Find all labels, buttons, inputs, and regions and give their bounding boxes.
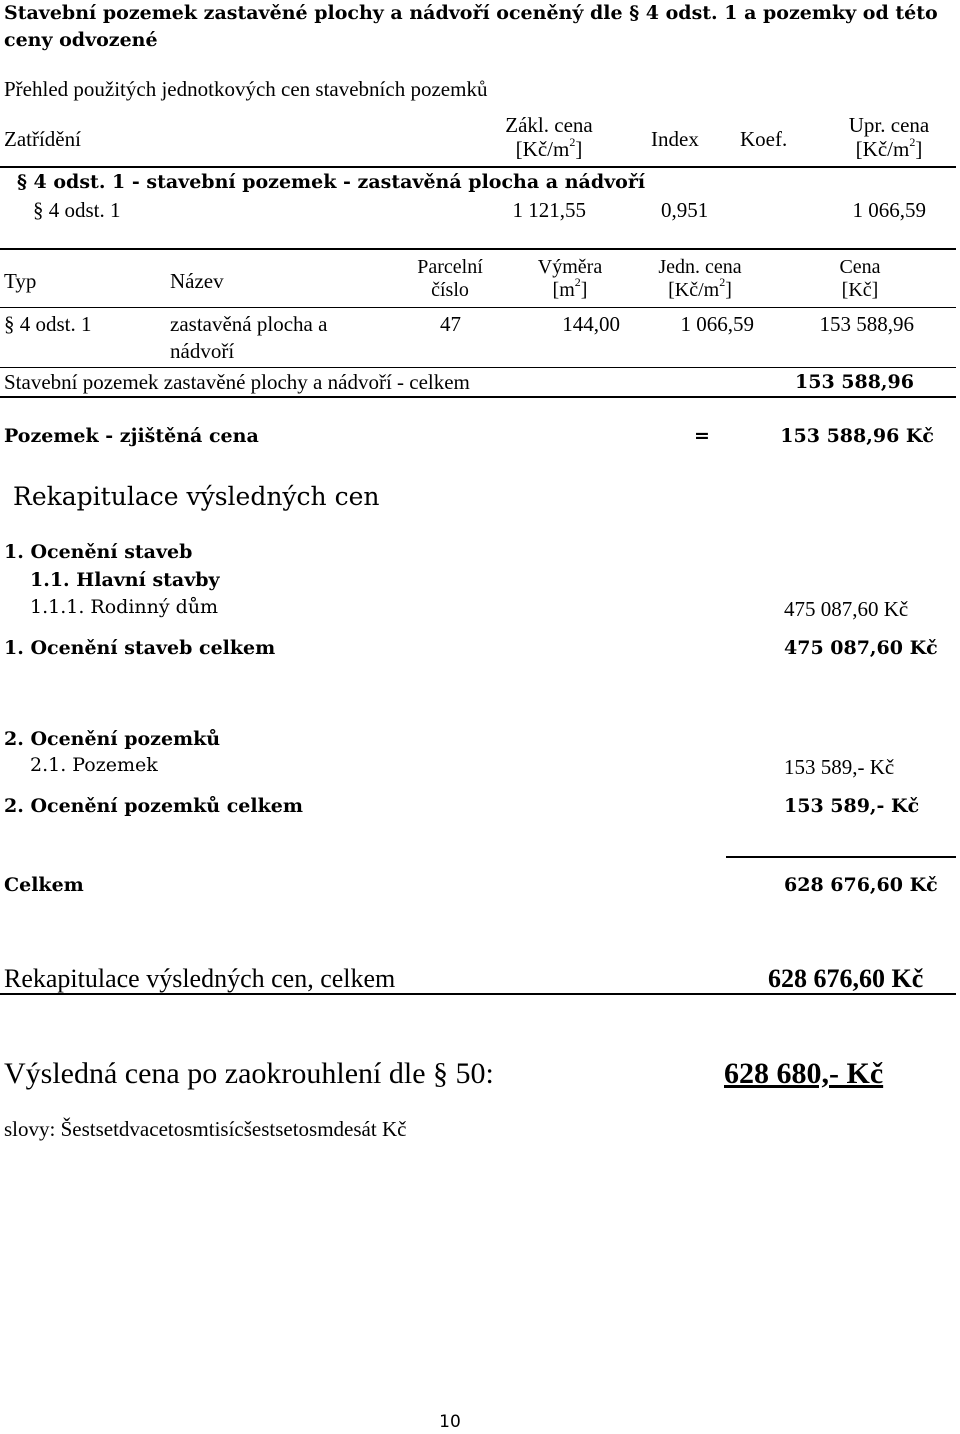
- lands-total-value: 153 589,- Kč: [784, 795, 920, 817]
- parcel-row-name-2: nádvoří: [170, 339, 235, 363]
- parcel-row-name-1: zastavěná plocha a: [170, 312, 328, 336]
- buildings-item-label: 1.1.1. Rodinný dům: [30, 596, 219, 618]
- parcel-row-type: § 4 odst. 1: [4, 312, 92, 336]
- parcel-row-unit-price: 1 066,59: [680, 312, 754, 336]
- col-base-price-header: Zákl. cena $[Kč/m^2]$: [505, 113, 593, 162]
- header-divider: [0, 166, 956, 168]
- final-price-value: 628 680,- Kč: [724, 1057, 884, 1090]
- parcel-col-area-header: Výměra $[m^2]$: [537, 256, 603, 301]
- parcel-total-top-rule: [0, 367, 956, 368]
- parcel-row-area: 144,00: [562, 312, 620, 336]
- price-in-words: slovy: Šestsetdvacetosmtisícšestsetosmdesát Kč: [4, 1117, 407, 1141]
- buildings-item-value: 475 087,60 Kč: [784, 597, 909, 621]
- unit-row-base-price: 1 121,55: [512, 198, 586, 222]
- parcel-header-divider: [0, 307, 956, 308]
- land-price-equals: =: [694, 425, 710, 447]
- parcel-total-label: Stavební pozemek zastavěné plochy a nádvoří - celkem: [4, 370, 470, 394]
- col-classification-header: Zatřídění: [4, 127, 81, 151]
- parcel-col-unit-price-header: Jedn. cena $[Kč/m^2]$: [658, 256, 742, 301]
- page-number: 10: [439, 1412, 461, 1432]
- parcel-row-price: 153 588,96: [819, 312, 914, 336]
- lands-item-value: 153 589,- Kč: [784, 755, 895, 779]
- parcel-total-value: 153 588,96: [795, 371, 914, 393]
- grand-total-label: Celkem: [4, 874, 84, 896]
- grand-total-rule: [726, 856, 956, 858]
- unit-row-adj-price: 1 066,59: [852, 198, 926, 222]
- parcel-col-type-header: Typ: [4, 269, 37, 293]
- col-index-header: Index: [651, 127, 699, 151]
- parcel-row-number: 47: [440, 312, 461, 336]
- buildings-heading: 1. Ocenění staveb: [4, 541, 193, 563]
- col-adj-price-header: Upr. cena $[Kč/m^2]$: [848, 113, 930, 162]
- section-heading: Stavební pozemek zastavěné plochy a nádvoří oceněný dle § 4 odst. 1 a pozemky od této ceny odvozené: [4, 2, 938, 51]
- buildings-total-label: 1. Ocenění staveb celkem: [4, 637, 276, 659]
- summary-value: 628 676,60 Kč: [768, 964, 924, 993]
- buildings-subheading: 1.1. Hlavní stavby: [30, 569, 220, 591]
- lands-total-label: 2. Ocenění pozemků celkem: [4, 795, 303, 817]
- final-price-label: Výsledná cena po zaokrouhlení dle § 50:: [4, 1057, 494, 1090]
- land-price-label: Pozemek - zjištěná cena: [4, 425, 259, 447]
- parcel-col-price-header: Cena [Kč]: [839, 256, 881, 301]
- parcel-col-number-header: Parcelní číslo: [417, 256, 483, 301]
- lands-item-label: 2.1. Pozemek: [30, 754, 158, 776]
- overview-title: Přehled použitých jednotkových cen stavebních pozemků: [4, 77, 488, 101]
- land-price-value: 153 588,96 Kč: [780, 425, 934, 447]
- buildings-total-value: 475 087,60 Kč: [784, 637, 938, 659]
- unit-row-classification: § 4 odst. 1: [33, 198, 121, 222]
- parcel-total-bottom-rule: [0, 396, 956, 398]
- unit-row-index: 0,951: [661, 198, 709, 222]
- recap-title: Rekapitulace výsledných cen: [13, 482, 380, 511]
- col-coef-header: Koef.: [740, 127, 788, 151]
- unit-group-label: § 4 odst. 1 - stavební pozemek - zastavěná plocha a nádvoří: [17, 171, 646, 193]
- summary-label: Rekapitulace výsledných cen, celkem: [4, 964, 396, 993]
- grand-total-value: 628 676,60 Kč: [784, 874, 938, 896]
- parcel-col-name-header: Název: [170, 269, 224, 293]
- summary-rule: [0, 993, 956, 995]
- lands-heading: 2. Ocenění pozemků: [4, 728, 221, 750]
- parcel-table-top-rule: [0, 248, 956, 250]
